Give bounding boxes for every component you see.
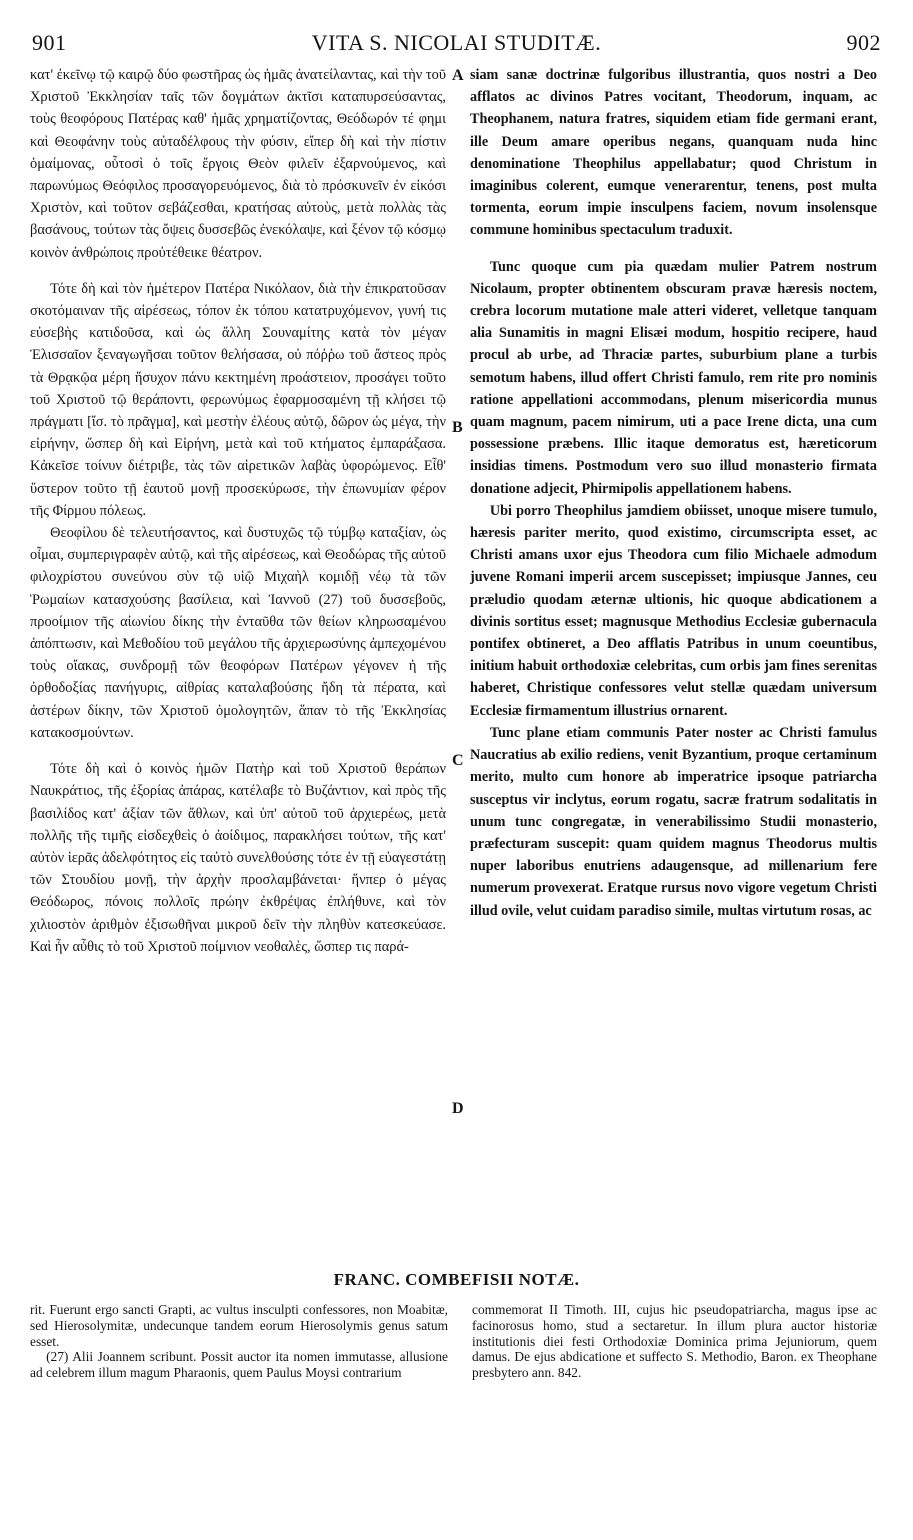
latin-paragraph-1: siam sanæ doctrinæ fulgoribus illustrantia, quos nostri a Deo afflatos ac divinos Patres vocitant, Theodorum, inquam, ac Theophanem, natura fratres, siquidem etiam fide germani erant, ille Deum amare operibus negans, quanquam nuda hinc denominatione Theophilus appellabatur; quod Christum in imaginibus colerent, eumque venerarentur, tenens, post multa tormenta, eorum impie insculpens faciem, novum insolensque commune hominibus spectaculum traduxit. <box>470 67 877 239</box>
latin-paragraph-3: Ubi porro Theophilus jamdiem obiisset, unoque misere tumulo, hæresis pariter merito, quod existimo, circumscripta esset, ac Christi amans uxor ejus Theodora cum filio Michaele admodum juvene Romani imperii arcem suscepisset; impiusque Jannes, ceu præludio quodam æternæ ultionis, hic quoque abdicationem a divinis sortitus esset; magnusque Methodius Ecclesiæ gubernacula pontifex obtineret, a Deo afflatis Patribus in unum coeuntibus, initium habuit orthodoxiæ celebritas, cum orbis jam fines serenitas haberet, Christique confessores velut stellæ quædam universum Ecclesiæ firmamentum illustrius ornarent. <box>470 502 877 719</box>
greek-paragraph-1: κατ' ἐκεῖνῳ τῷ καιρῷ δύο φωστῆρας ὡς ἡμᾶς ἀνατείλαντας, καὶ τὴν τοῦ Χριστοῦ Ἐκκλησίαν ταῖς τῶν δογμάτων ἀκτῖσι καταπυρσεύσαντας, τοὺς θεοφόρους Πατέρας καθ' ἡμᾶς χρηματίζοντας, Θεόδωρόν τέ φημι καὶ Θεοφάνην τοὺς αὐταδέλφους τὴν φύσιν, εἴπερ δὴ καὶ τὴν πίστιν ὁμαίμονας, οὗτοσὶ ὁ τοῖς ἔργοις Θεὸν φιλεῖν ἐξαρνούμενος, καὶ παρωνύμως Θεόφιλος προσαγορευόμενος, διὰ τὸ πρόσκυνεῖν ἐν εἰκόσι Χριστὸν, καὶ τοῦτον σεβάζεσθαι, κρατήσας αὐτοὺς, μετὰ πολλὰς τὰς βασάνους, τούτων τὰς ὄψεις δυσσεβῶς ἐνεκόλαψε, καὶ ξένον τῷ κόσμῳ κοινὸν ἀνθρώποις προὐτέθεικε θέατρον. <box>30 67 446 261</box>
page-header <box>32 30 881 60</box>
notes-right-column <box>472 1302 877 1381</box>
latin-column <box>470 64 877 922</box>
note-left-1: rit. Fuerunt ergo sancti Grapti, ac vultus insculpti confessores, non Moabitæ, sed Hierosolymitæ, undecunque tandem eorum Hierosolymis genus satum esset. <box>30 1302 448 1349</box>
greek-paragraph-4: Τότε δὴ καὶ ὁ κοινὸς ἡμῶν Πατὴρ καὶ τοῦ Χριστοῦ θεράπων Ναυκράτιος, τῆς ἐξορίας ἀπάρας, κατέλαβε τὸ Βυζάντιον, καὶ πρὸς τῆς βασιλίδος κατ' ἀξίαν τῶν ἄθλων, καὶ ὑπ' αὐτοῦ τοῦ ἀρχιερέως, μετὰ πολλῆς τῆς τιμῆς εἰσδεχθεὶς ὁ ἀοίδιμος, παρακλήσει τούτων, τῆς κατ' αὐτὸν ἱερᾶς ἀδελφότητος εἰς ταὐτὸ συνελθούσης τότε ἐν τῇ εὐαγεστάτῃ τῶν Στουδίου μονῇ, τὴν ἀρχὴν προσλαμβάνεται· ἥνπερ ὁ μέγας Θεόδωρος, πόνοις πολλοῖς πρώην ἐκθρέψας ἐπλήθυνε, καὶ τὸν χιλιοστὸν ἀριθμὸν ἐξισωθῆναι μικροῦ δεῖν τὴν πληθὺν κατεσκεύασε. Καὶ ἦν αὖθις τὸ τοῦ Χριστοῦ ποίμνιον νεοθαλὲς, ὥσπερ τις παρά- <box>30 761 446 955</box>
note-left-2: (27) Alii Joannem scribunt. Possit auctor ita nomen immutasse, allusione ad celebrem illum magum Pharaonis, quem Paulus Moysi contrarium <box>30 1349 448 1381</box>
margin-letter-b: B <box>452 419 463 436</box>
right-page-number: 902 <box>846 30 881 55</box>
running-title: VITA S. NICOLAI STUDITÆ. <box>311 30 602 55</box>
latin-paragraph-2: Tunc quoque cum pia quædam mulier Patrem nostrum Nicolaum, propter obtinentem obscuram pravæ hæresis noctem, crebra locorum mutatione male atteri videret, velletque tanquam alia Sunamitis in magni Elisæi modum, hospitio recipere, haud procul ab urbe, ad Thraciæ partes, suburbium plane a turbis semotum habens, illud offert Christi famulo, rem rite pro nominis ratione appellationi accommodans, plenum misericordia munus quam magnum, pacem nimirum, uti a pace Irene dicta, una cum possessione præbens. Illic itaque demoratus est, hæreticorum insidias timens. Postmodum vero suo illud monasterio firmata donatione adjecit, Phirmipolis appellationem habens. <box>470 258 877 497</box>
greek-paragraph-3: Θεοφίλου δὲ τελευτήσαντος, καὶ δυστυχῶς τῷ τύμβῳ καταξίαν, ὡς οἶμαι, συμπεριγραφὲν αὐτῷ, καὶ τῆς αἱρέσεως, καὶ Θεοδώρας τῆς αὐτοῦ φιλοχρίστου συνεύνου σὺν τῷ υἱῷ Μιχαὴλ κομιδῇ νέῳ τὰ τῶν Ῥωμαίων κατασχούσης βασίλεια, καὶ Ἰαννοῦ (27) τοῦ δυσσεβοῦς, προοίμιον τῆς αἰωνίου δίκης τὴν ἐνταῦθα τῶν θείων κληρωσαμένου ἀπόπτωσιν, καὶ Μεθοδίου τοῦ μεγάλου τῆς ἀρχιερωσύνης ἀμπεχομένου τοὺς οἴακας, συνδρομῇ τῶν θεοφόρων Πατέρων γέγονεν ἡ τῆς ὀρθοδοξίας πανήγυρις, αἰθρίας καταλαβούσης ἤδη τὰ πέρατα, καὶ ἀστέρων δίκην, τῶν Χριστοῦ ὁμολογητῶν, ἅπαν τὸ τῆς Ἐκκλησίας κατακοσμούντων. <box>30 525 446 741</box>
note-right-1: commemorat II Timoth. III, cujus hic pseudopatriarcha, magus ipse ac facinorosus homo, stud a sectaretur. In illum plura auctor historiæ institutionis diei festi Orthodoxiæ Dominica prima Jejuniorum, quem damus. De ejus abdicatione et suffecto S. Methodio, Baron. ex Theophane presbytero ann. 842. <box>472 1302 877 1381</box>
margin-letter-c: C <box>452 752 464 769</box>
notes-title: FRANC. COMBEFISII NOTÆ. <box>333 1270 580 1289</box>
margin-letter-d: D <box>452 1100 464 1117</box>
left-page-number: 901 <box>32 30 67 55</box>
greek-column <box>30 64 446 958</box>
greek-paragraph-2: Τότε δὴ καὶ τὸν ἡμέτερον Πατέρα Νικόλαον, διὰ τὴν ἐπικρατοῦσαν σκοτόμαιναν τῆς αἱρέσεως, τόπον ἐκ τόπου κατατρυχόμενον, γυνή τις εὐσεβὴς κατιδοῦσα, καὶ ὡς ἄλλη Σουναμίτης κατὰ τὸν μέγαν Ἐλισσαῖον ξεναγωγῆσαι τοῦτον θελήσασα, οὐ πόῤῥω τοῦ ἄστεος πρὸς τὰ Θρᾳκῷα μέρη ἥσυχον πάνυ κεκτημένη προάστειον, προσάγει τοῦτο τοῦ Χριστοῦ τῷ θεράποντι, φερωνύμως ἐφαρμοσαμένη τῇ κλήσει τῷ πράγματι [ἴσ. τὸ πρᾶγμα], καὶ μεστὴν ἐλέους αὐτῷ, δῶρον ὡς μέγα, τὴν εἰρήνην, ὥσπερ δὴ καὶ Εἰρήνη, μετὰ καὶ τοῦ κτήματος ἐμπαράξασα. Κἀκεῖσε τοίνυν διέτριβε, τὰς τῶν αἱρετικῶν λαβὰς ὑφορώμενος. Εἶθ' ὕστερον τοῦτο τῇ ἑαυτοῦ μονῇ προσεκύρωσε, τὴν ἐπωνυμίαν φέρον τῆς Φίρμου πόλεως. <box>30 280 446 519</box>
notes-left-column <box>30 1302 448 1381</box>
latin-paragraph-4: Tunc plane etiam communis Pater noster ac Christi famulus Naucratius ab exilio rediens, venit Byzantium, proque certaminum merito, multo cum honore ab imperatrice ipsoque patriarcha susceptus vir inclytus, eorum rogatu, sacræ fratrum sodalitatis in unum tunc congregatæ, in venerabilissimo Studii monasterio, præfecturam suscepit: quam quidem magnus Theodorus multis nuper laboribus enutriens adaugensque, ad millenarium fere numerum provexerat. Eratque rursus novo vigore vegetum Christi illud ovile, velut cuidam paradiso simile, multas virtutum rosas, ac <box>470 724 877 919</box>
margin-letter-a: A <box>452 67 464 84</box>
